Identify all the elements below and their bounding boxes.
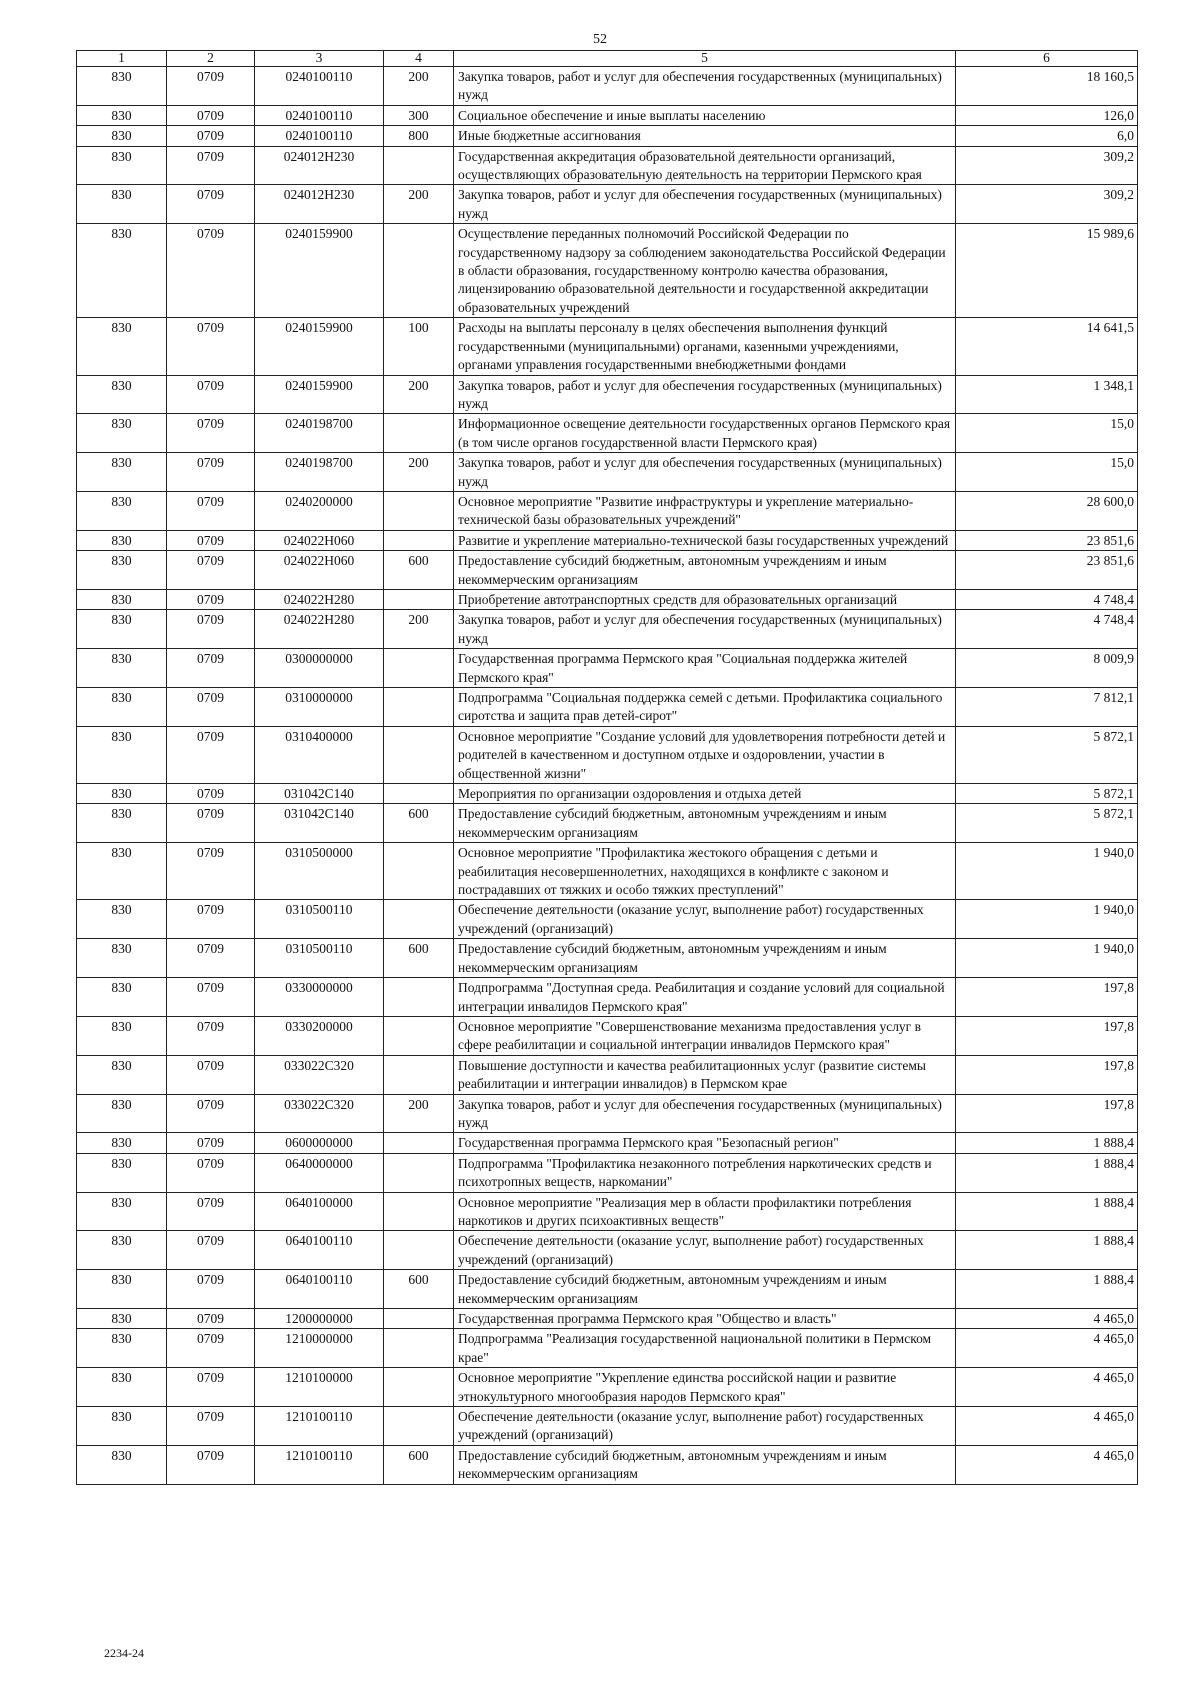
table-row — [77, 530, 1138, 550]
expense-type-cell: 200 — [384, 375, 454, 414]
section-code-cell: 0709 — [167, 900, 255, 939]
table-row — [77, 1055, 1138, 1094]
description-cell: Повышение доступности и качества реабилитационных услуг (развитие системы реабилитации и интеграции инвалидов) в Пермском крае — [454, 1055, 956, 1094]
amount-cell: 5 872,1 — [956, 804, 1138, 843]
expense-type-cell: 200 — [384, 1094, 454, 1133]
table-row — [77, 1133, 1138, 1153]
target-item-cell: 0240198700 — [255, 414, 384, 453]
table-row — [77, 375, 1138, 414]
section-code-cell: 0709 — [167, 453, 255, 492]
target-item-cell: 033022С320 — [255, 1094, 384, 1133]
target-item-cell: 0240100110 — [255, 126, 384, 146]
table-row — [77, 649, 1138, 688]
column-header: 3 — [255, 51, 384, 67]
description-cell: Закупка товаров, работ и услуг для обеспечения государственных (муниципальных) нужд — [454, 185, 956, 224]
expense-type-cell — [384, 1153, 454, 1192]
section-code-cell: 0709 — [167, 726, 255, 783]
admin-code-cell: 830 — [77, 1094, 167, 1133]
section-code-cell: 0709 — [167, 224, 255, 318]
section-code-cell: 0709 — [167, 1231, 255, 1270]
description-cell: Основное мероприятие "Укрепление единства российской нации и развитие этнокультурного многообразия народов Пермского края" — [454, 1368, 956, 1407]
column-header: 2 — [167, 51, 255, 67]
amount-cell: 4 465,0 — [956, 1309, 1138, 1329]
expense-type-cell: 200 — [384, 610, 454, 649]
admin-code-cell: 830 — [77, 843, 167, 900]
amount-cell: 6,0 — [956, 126, 1138, 146]
table-row — [77, 185, 1138, 224]
expense-type-cell — [384, 784, 454, 804]
table-row — [77, 453, 1138, 492]
section-code-cell: 0709 — [167, 318, 255, 375]
expense-type-cell — [384, 1329, 454, 1368]
description-cell: Информационное освещение деятельности государственных органов Пермского края (в том числе органов государственной власти Пермского края) — [454, 414, 956, 453]
table-row — [77, 843, 1138, 900]
description-cell: Предоставление субсидий бюджетным, автономным учреждениям и иным некоммерческим организациям — [454, 804, 956, 843]
admin-code-cell: 830 — [77, 900, 167, 939]
table-row — [77, 1407, 1138, 1446]
amount-cell: 126,0 — [956, 105, 1138, 125]
amount-cell: 197,8 — [956, 1055, 1138, 1094]
amount-cell: 23 851,6 — [956, 551, 1138, 590]
amount-cell: 15 989,6 — [956, 224, 1138, 318]
amount-cell: 1 888,4 — [956, 1153, 1138, 1192]
admin-code-cell: 830 — [77, 146, 167, 185]
admin-code-cell: 830 — [77, 804, 167, 843]
section-code-cell: 0709 — [167, 1407, 255, 1446]
admin-code-cell: 830 — [77, 1133, 167, 1153]
target-item-cell: 033022С320 — [255, 1055, 384, 1094]
expense-type-cell — [384, 1016, 454, 1055]
table-row — [77, 224, 1138, 318]
section-code-cell: 0709 — [167, 105, 255, 125]
section-code-cell: 0709 — [167, 67, 255, 106]
description-cell: Осуществление переданных полномочий Российской Федерации по государственному надзору за соблюдением законодательства Российской Федерации в области образования, государственному контролю качества образования, лицензированию образовательной деятельности и государственной аккредитации образовательных учреждений — [454, 224, 956, 318]
description-cell: Подпрограмма "Профилактика незаконного потребления наркотических средств и психотропных веществ, наркомании" — [454, 1153, 956, 1192]
amount-cell: 4 465,0 — [956, 1407, 1138, 1446]
section-code-cell: 0709 — [167, 414, 255, 453]
table-row — [77, 688, 1138, 727]
description-cell: Закупка товаров, работ и услуг для обеспечения государственных (муниципальных) нужд — [454, 453, 956, 492]
description-cell: Закупка товаров, работ и услуг для обеспечения государственных (муниципальных) нужд — [454, 67, 956, 106]
amount-cell: 197,8 — [956, 1016, 1138, 1055]
table-row — [77, 1231, 1138, 1270]
table-row — [77, 551, 1138, 590]
admin-code-cell: 830 — [77, 1016, 167, 1055]
admin-code-cell: 830 — [77, 1153, 167, 1192]
expense-type-cell: 600 — [384, 939, 454, 978]
table-row — [77, 1368, 1138, 1407]
target-item-cell: 0640100000 — [255, 1192, 384, 1231]
target-item-cell: 024022Н280 — [255, 589, 384, 609]
target-item-cell: 024022Н060 — [255, 551, 384, 590]
admin-code-cell: 830 — [77, 1270, 167, 1309]
target-item-cell: 0310500110 — [255, 939, 384, 978]
table-row — [77, 1153, 1138, 1192]
section-code-cell: 0709 — [167, 1016, 255, 1055]
target-item-cell: 1210000000 — [255, 1329, 384, 1368]
expense-type-cell — [384, 900, 454, 939]
target-item-cell: 0640100110 — [255, 1270, 384, 1309]
admin-code-cell: 830 — [77, 726, 167, 783]
target-item-cell: 024012Н230 — [255, 146, 384, 185]
target-item-cell: 0310400000 — [255, 726, 384, 783]
table-row — [77, 318, 1138, 375]
expense-type-cell: 800 — [384, 126, 454, 146]
section-code-cell: 0709 — [167, 1309, 255, 1329]
expense-type-cell — [384, 530, 454, 550]
description-cell: Предоставление субсидий бюджетным, автономным учреждениям и иным некоммерческим организациям — [454, 551, 956, 590]
expense-type-cell — [384, 978, 454, 1017]
target-item-cell: 0310000000 — [255, 688, 384, 727]
expense-type-cell — [384, 1133, 454, 1153]
target-item-cell: 0240100110 — [255, 67, 384, 106]
target-item-cell: 0240100110 — [255, 105, 384, 125]
admin-code-cell: 830 — [77, 453, 167, 492]
expense-type-cell: 300 — [384, 105, 454, 125]
section-code-cell: 0709 — [167, 146, 255, 185]
target-item-cell: 0240159900 — [255, 224, 384, 318]
description-cell: Основное мероприятие "Создание условий для удовлетворения потребности детей и родителей в качественном и доступном отдыхе и оздоровлении, участии в общественной жизни" — [454, 726, 956, 783]
target-item-cell: 0240200000 — [255, 491, 384, 530]
target-item-cell: 031042С140 — [255, 804, 384, 843]
admin-code-cell: 830 — [77, 105, 167, 125]
section-code-cell: 0709 — [167, 688, 255, 727]
description-cell: Приобретение автотранспортных средств для образовательных организаций — [454, 589, 956, 609]
target-item-cell: 0330200000 — [255, 1016, 384, 1055]
amount-cell: 1 348,1 — [956, 375, 1138, 414]
target-item-cell: 0240159900 — [255, 318, 384, 375]
expense-type-cell — [384, 146, 454, 185]
amount-cell: 14 641,5 — [956, 318, 1138, 375]
table-row — [77, 1445, 1138, 1484]
description-cell: Обеспечение деятельности (оказание услуг, выполнение работ) государственных учреждений (организаций) — [454, 1231, 956, 1270]
target-item-cell: 024012Н230 — [255, 185, 384, 224]
description-cell: Закупка товаров, работ и услуг для обеспечения государственных (муниципальных) нужд — [454, 610, 956, 649]
description-cell: Государственная аккредитация образовательной деятельности организаций, осуществляющих образовательную деятельность на территории Пермского края — [454, 146, 956, 185]
expense-type-cell: 600 — [384, 804, 454, 843]
target-item-cell: 0240198700 — [255, 453, 384, 492]
description-cell: Основное мероприятие "Реализация мер в области профилактики потребления наркотиков и других психоактивных веществ" — [454, 1192, 956, 1231]
expense-type-cell — [384, 726, 454, 783]
amount-cell: 309,2 — [956, 146, 1138, 185]
section-code-cell: 0709 — [167, 1368, 255, 1407]
section-code-cell: 0709 — [167, 126, 255, 146]
admin-code-cell: 830 — [77, 1329, 167, 1368]
section-code-cell: 0709 — [167, 491, 255, 530]
amount-cell: 18 160,5 — [956, 67, 1138, 106]
target-item-cell: 024022Н280 — [255, 610, 384, 649]
target-item-cell: 1210100110 — [255, 1407, 384, 1446]
expense-type-cell — [384, 843, 454, 900]
target-item-cell: 024022Н060 — [255, 530, 384, 550]
column-header: 4 — [384, 51, 454, 67]
section-code-cell: 0709 — [167, 551, 255, 590]
description-cell: Иные бюджетные ассигнования — [454, 126, 956, 146]
expense-type-cell — [384, 1192, 454, 1231]
target-item-cell: 0240159900 — [255, 375, 384, 414]
section-code-cell: 0709 — [167, 185, 255, 224]
section-code-cell: 0709 — [167, 610, 255, 649]
section-code-cell: 0709 — [167, 1133, 255, 1153]
budget-table — [76, 50, 1138, 1485]
table-row — [77, 126, 1138, 146]
description-cell: Закупка товаров, работ и услуг для обеспечения государственных (муниципальных) нужд — [454, 375, 956, 414]
section-code-cell: 0709 — [167, 1445, 255, 1484]
amount-cell: 1 888,4 — [956, 1133, 1138, 1153]
expense-type-cell: 100 — [384, 318, 454, 375]
column-header: 6 — [956, 51, 1138, 67]
amount-cell: 1 888,4 — [956, 1231, 1138, 1270]
description-cell: Предоставление субсидий бюджетным, автономным учреждениям и иным некоммерческим организациям — [454, 939, 956, 978]
table-row — [77, 67, 1138, 106]
amount-cell: 197,8 — [956, 978, 1138, 1017]
admin-code-cell: 830 — [77, 1055, 167, 1094]
section-code-cell: 0709 — [167, 978, 255, 1017]
section-code-cell: 0709 — [167, 649, 255, 688]
admin-code-cell: 830 — [77, 784, 167, 804]
column-header: 1 — [77, 51, 167, 67]
table-row — [77, 1270, 1138, 1309]
table-row — [77, 726, 1138, 783]
expense-type-cell: 200 — [384, 67, 454, 106]
amount-cell: 23 851,6 — [956, 530, 1138, 550]
description-cell: Основное мероприятие "Совершенствование механизма предоставления услуг в сфере реабилитации и социальной интеграции инвалидов Пермского края" — [454, 1016, 956, 1055]
table-row — [77, 146, 1138, 185]
admin-code-cell: 830 — [77, 1368, 167, 1407]
admin-code-cell: 830 — [77, 649, 167, 688]
section-code-cell: 0709 — [167, 530, 255, 550]
admin-code-cell: 830 — [77, 688, 167, 727]
amount-cell: 197,8 — [956, 1094, 1138, 1133]
table-row — [77, 1016, 1138, 1055]
amount-cell: 4 465,0 — [956, 1445, 1138, 1484]
table-row — [77, 1329, 1138, 1368]
amount-cell: 1 888,4 — [956, 1270, 1138, 1309]
description-cell: Обеспечение деятельности (оказание услуг, выполнение работ) государственных учреждений (организаций) — [454, 900, 956, 939]
target-item-cell: 0310500000 — [255, 843, 384, 900]
amount-cell: 5 872,1 — [956, 726, 1138, 783]
section-code-cell: 0709 — [167, 843, 255, 900]
table-row — [77, 491, 1138, 530]
expense-type-cell — [384, 1309, 454, 1329]
table-body — [77, 67, 1138, 1485]
description-cell: Государственная программа Пермского края "Общество и власть" — [454, 1309, 956, 1329]
description-cell: Государственная программа Пермского края "Безопасный регион" — [454, 1133, 956, 1153]
target-item-cell: 031042С140 — [255, 784, 384, 804]
table-row — [77, 978, 1138, 1017]
footer-code: 2234-24 — [104, 1646, 144, 1660]
table-row — [77, 784, 1138, 804]
description-cell: Подпрограмма "Социальная поддержка семей с детьми. Профилактика социального сиротства и защита прав детей-сирот" — [454, 688, 956, 727]
description-cell: Подпрограмма "Реализация государственной национальной политики в Пермском крае" — [454, 1329, 956, 1368]
section-code-cell: 0709 — [167, 1329, 255, 1368]
admin-code-cell: 830 — [77, 126, 167, 146]
section-code-cell: 0709 — [167, 804, 255, 843]
expense-type-cell — [384, 688, 454, 727]
expense-type-cell: 600 — [384, 551, 454, 590]
amount-cell: 8 009,9 — [956, 649, 1138, 688]
header-row — [77, 51, 1138, 67]
amount-cell: 1 888,4 — [956, 1192, 1138, 1231]
table-row — [77, 939, 1138, 978]
admin-code-cell: 830 — [77, 530, 167, 550]
section-code-cell: 0709 — [167, 1270, 255, 1309]
section-code-cell: 0709 — [167, 1153, 255, 1192]
admin-code-cell: 830 — [77, 185, 167, 224]
section-code-cell: 0709 — [167, 1094, 255, 1133]
amount-cell: 1 940,0 — [956, 843, 1138, 900]
amount-cell: 28 600,0 — [956, 491, 1138, 530]
table-row — [77, 900, 1138, 939]
admin-code-cell: 830 — [77, 1192, 167, 1231]
target-item-cell: 1200000000 — [255, 1309, 384, 1329]
amount-cell: 1 940,0 — [956, 900, 1138, 939]
admin-code-cell: 830 — [77, 1309, 167, 1329]
admin-code-cell: 830 — [77, 1445, 167, 1484]
expense-type-cell — [384, 1368, 454, 1407]
description-cell: Предоставление субсидий бюджетным, автономным учреждениям и иным некоммерческим организациям — [454, 1270, 956, 1309]
admin-code-cell: 830 — [77, 224, 167, 318]
table-row — [77, 1309, 1138, 1329]
expense-type-cell — [384, 491, 454, 530]
amount-cell: 15,0 — [956, 414, 1138, 453]
expense-type-cell: 200 — [384, 185, 454, 224]
expense-type-cell — [384, 1231, 454, 1270]
table-row — [77, 1094, 1138, 1133]
description-cell: Закупка товаров, работ и услуг для обеспечения государственных (муниципальных) нужд — [454, 1094, 956, 1133]
description-cell: Основное мероприятие "Профилактика жестокого обращения с детьми и реабилитация несовершеннолетних, находящихся в конфликте с законом и пострадавших от тяжких и особо тяжких преступлений" — [454, 843, 956, 900]
target-item-cell: 0330000000 — [255, 978, 384, 1017]
amount-cell: 15,0 — [956, 453, 1138, 492]
admin-code-cell: 830 — [77, 491, 167, 530]
description-cell: Расходы на выплаты персоналу в целях обеспечения выполнения функций государственными (муниципальными) органами, казенными учреждениями, органами управления государственными внебюджетными фондами — [454, 318, 956, 375]
target-item-cell: 0640100110 — [255, 1231, 384, 1270]
expense-type-cell: 600 — [384, 1270, 454, 1309]
expense-type-cell — [384, 414, 454, 453]
admin-code-cell: 830 — [77, 1407, 167, 1446]
admin-code-cell: 830 — [77, 67, 167, 106]
expense-type-cell — [384, 1407, 454, 1446]
amount-cell: 1 940,0 — [956, 939, 1138, 978]
section-code-cell: 0709 — [167, 375, 255, 414]
admin-code-cell: 830 — [77, 589, 167, 609]
expense-type-cell — [384, 589, 454, 609]
description-cell: Социальное обеспечение и иные выплаты населению — [454, 105, 956, 125]
admin-code-cell: 830 — [77, 551, 167, 590]
target-item-cell: 0300000000 — [255, 649, 384, 688]
section-code-cell: 0709 — [167, 1055, 255, 1094]
column-header: 5 — [454, 51, 956, 67]
table-row — [77, 1192, 1138, 1231]
description-cell: Обеспечение деятельности (оказание услуг, выполнение работ) государственных учреждений (организаций) — [454, 1407, 956, 1446]
table-row — [77, 589, 1138, 609]
description-cell: Основное мероприятие "Развитие инфраструктуры и укрепление материально-технической базы образовательных учреждений" — [454, 491, 956, 530]
table-row — [77, 414, 1138, 453]
target-item-cell: 0600000000 — [255, 1133, 384, 1153]
expense-type-cell: 600 — [384, 1445, 454, 1484]
description-cell: Государственная программа Пермского края "Социальная поддержка жителей Пермского края" — [454, 649, 956, 688]
section-code-cell: 0709 — [167, 1192, 255, 1231]
admin-code-cell: 830 — [77, 414, 167, 453]
admin-code-cell: 830 — [77, 318, 167, 375]
page-number: 52 — [593, 32, 607, 47]
target-item-cell: 1210100110 — [255, 1445, 384, 1484]
expense-type-cell — [384, 1055, 454, 1094]
amount-cell: 5 872,1 — [956, 784, 1138, 804]
target-item-cell: 0310500110 — [255, 900, 384, 939]
target-item-cell: 0640000000 — [255, 1153, 384, 1192]
admin-code-cell: 830 — [77, 939, 167, 978]
admin-code-cell: 830 — [77, 375, 167, 414]
section-code-cell: 0709 — [167, 784, 255, 804]
description-cell: Подпрограмма "Доступная среда. Реабилитация и создание условий для социальной интеграции инвалидов Пермского края" — [454, 978, 956, 1017]
admin-code-cell: 830 — [77, 610, 167, 649]
description-cell: Мероприятия по организации оздоровления и отдыха детей — [454, 784, 956, 804]
expense-type-cell — [384, 224, 454, 318]
amount-cell: 4 748,4 — [956, 589, 1138, 609]
section-code-cell: 0709 — [167, 939, 255, 978]
admin-code-cell: 830 — [77, 978, 167, 1017]
amount-cell: 309,2 — [956, 185, 1138, 224]
admin-code-cell: 830 — [77, 1231, 167, 1270]
expense-type-cell — [384, 649, 454, 688]
description-cell: Развитие и укрепление материально-технической базы государственных учреждений — [454, 530, 956, 550]
amount-cell: 4 465,0 — [956, 1329, 1138, 1368]
amount-cell: 4 748,4 — [956, 610, 1138, 649]
section-code-cell: 0709 — [167, 589, 255, 609]
expense-type-cell: 200 — [384, 453, 454, 492]
table-row — [77, 804, 1138, 843]
description-cell: Предоставление субсидий бюджетным, автономным учреждениям и иным некоммерческим организациям — [454, 1445, 956, 1484]
amount-cell: 4 465,0 — [956, 1368, 1138, 1407]
amount-cell: 7 812,1 — [956, 688, 1138, 727]
target-item-cell: 1210100000 — [255, 1368, 384, 1407]
table-row — [77, 105, 1138, 125]
table-row — [77, 610, 1138, 649]
